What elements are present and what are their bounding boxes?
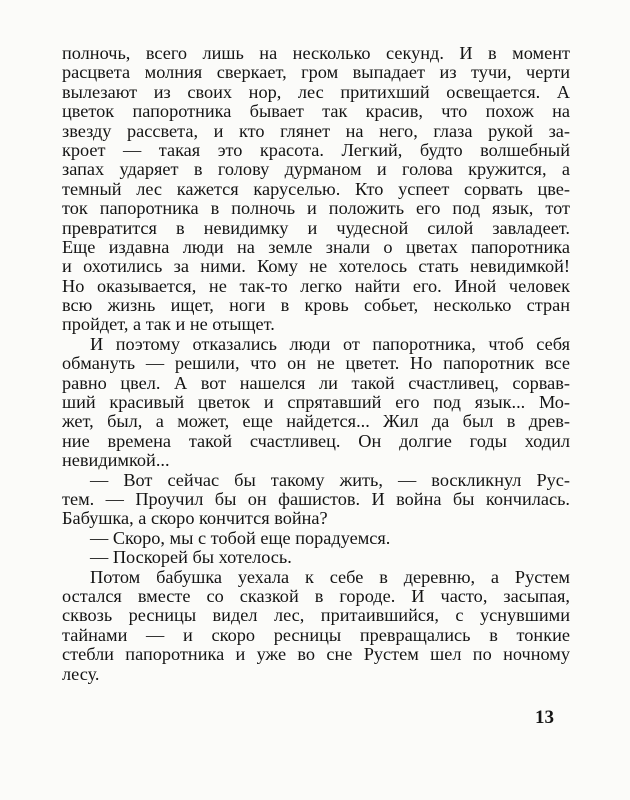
text-line: обмануть — решили, что он не цветет. Но папоротник все [62,354,570,374]
text-line: И поэтому отказались люди от папоротника, чтоб себя [90,334,570,354]
paragraph [62,471,570,529]
text-line: расцвета молния сверкает, гром выпадает из тучи, черти [62,63,570,83]
text-line: Но оказывается, не так-то легко найти его. Иной человек [62,276,570,296]
text-line: тайнами — и скоро ресницы превращались в тонкие [62,625,570,645]
text-line: Потом бабушка уехала к себе в деревню, а Рустем [90,567,570,587]
paragraph [62,44,570,335]
text-line: жет, был, а может, еще найдется... Жил да был в древ- [62,412,570,432]
text-line: запах ударяет в голову дурманом и голова кружится, а [62,160,570,180]
text-line: равно цвел. А вот нашелся ли такой счастливец, сорвав- [62,373,570,393]
text-line: остался вместе со сказкой в городе. И часто, засыпая, [62,586,570,606]
text-line: темный лес кажется каруселью. Кто успеет сорвать цве- [62,179,570,199]
text-line: сквозь ресницы видел лес, притаившийся, с уснувшими [62,606,570,626]
paragraph [62,529,570,548]
paragraph [62,568,570,684]
text-line: — Вот сейчас бы такому жить, — воскликнул Рус- [90,470,570,490]
text-line: стебли папоротника и уже во сне Рустем шел по ночному [62,645,570,665]
text-line: звезду рассвета, и кто глянет на него, глаза рукой за- [62,121,570,141]
text-line: невидимкой... [62,451,170,471]
text-line: превратится в невидимку и чудесной силой завладеет. [62,218,570,238]
text-line: вылезают из своих нор, лес притихший освещается. А [62,82,570,102]
text-line: ние времена такой счастливец. Он долгие годы ходил [62,431,570,451]
text-line: всю жизнь ищет, ноги в кровь собьет, несколько стран [62,296,570,316]
text-line: тем. — Проучил бы он фашистов. И война бы кончилась. [62,489,570,509]
text-line: ший красивый цветок и спрятавший его под язык... Мо- [62,393,570,413]
page-number: 13 [535,707,554,728]
text-line: — Поскорей бы хотелось. [90,548,292,568]
page-text [62,44,570,684]
text-line: лесу. [62,664,100,684]
text-line: — Скоро, мы с тобой еще порадуемся. [90,528,391,548]
paragraph [62,335,570,471]
text-line: пройдет, а так и не отыщет. [62,315,275,335]
paragraph [62,548,570,567]
text-line: ток папоротника в полночь и положить его под язык, тот [62,199,570,219]
text-line: Бабушка, а скоро кончится война? [62,509,328,529]
text-line: цветок папоротника бывает так красив, что похож на [62,102,570,122]
text-line: кроет — такая это красота. Легкий, будто волшебный [62,140,570,160]
text-line: полночь, всего лишь на несколько секунд. И в момент [62,44,570,63]
text-line: и охотились за ними. Кому не хотелось стать невидимкой! [62,257,570,277]
text-line: Еще издавна люди на земле знали о цветах папоротника [62,237,570,257]
